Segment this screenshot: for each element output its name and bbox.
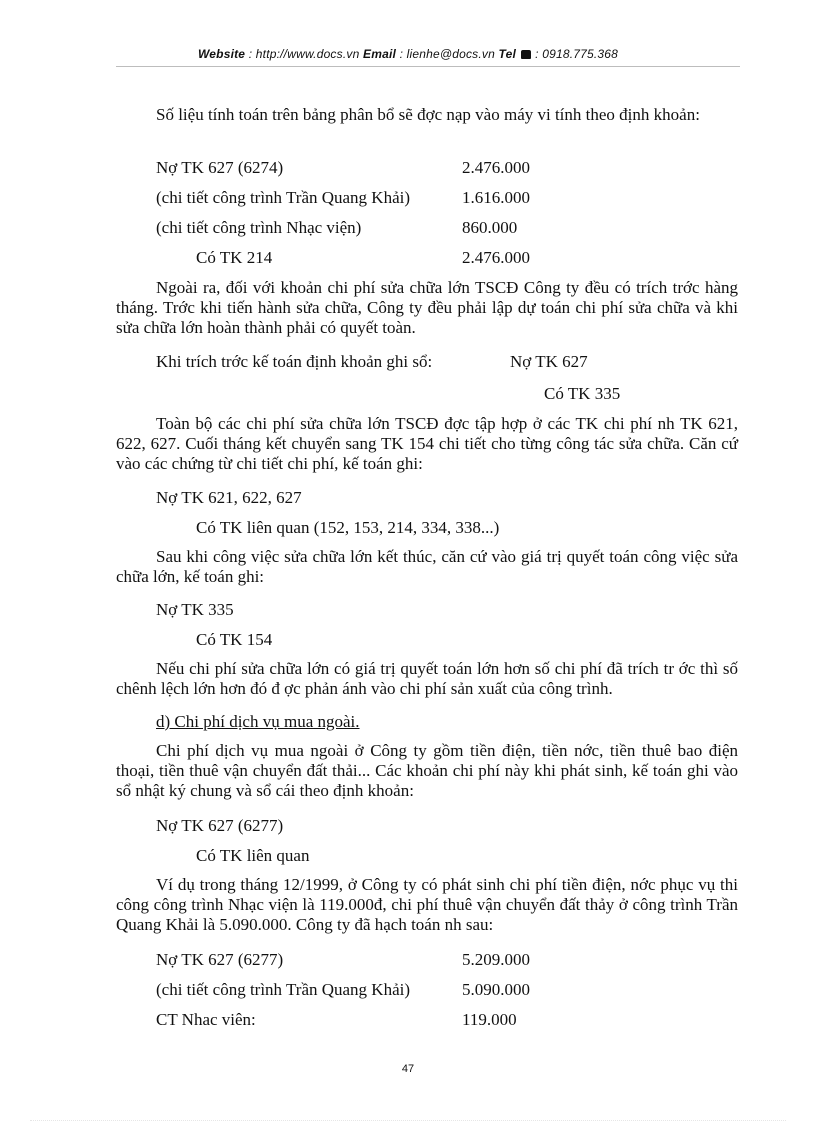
paragraph-7: Chi phí dịch vụ mua ngoài ở Công ty gồm tiền điện, tiền nớc, tiền thuê bao điện thoại, tiền thuê vận chuyển đất thải... Các khoản chi phí này khi phát sinh, kế toán ghi vào sổ nhật ký chung và sổ cái theo định khoản: <box>116 741 738 800</box>
tel-label: Tel <box>498 47 517 61</box>
entry1-detail-1-label: (chi tiết công trình Trần Quang Khải) <box>156 188 411 207</box>
page-header <box>0 47 816 61</box>
page-number: 47 <box>401 1063 415 1075</box>
email-value: : lienhe@docs.vn <box>399 47 495 61</box>
paragraph-3-credit: Có TK 335 <box>544 384 621 403</box>
entry5-debit-label: Nợ TK 627 (6277) <box>156 950 284 969</box>
entry1-credit-label: Có TK 214 <box>196 248 273 267</box>
website-value: : http://www.docs.vn <box>248 47 360 61</box>
website-label: Website <box>197 47 246 61</box>
entry1-credit-amount: 2.476.000 <box>462 248 530 267</box>
entry3-credit: Có TK 154 <box>196 630 273 649</box>
phone-icon <box>521 50 531 59</box>
section-heading-d: d) Chi phí dịch vụ mua ngoài. <box>156 712 360 731</box>
entry4-debit: Nợ TK 627 (6277) <box>156 816 284 835</box>
paragraph-5: Sau khi công việc sửa chữa lớn kết thúc, căn cứ vào giá trị quyết toán công việc sửa chữa lớn, kế toán ghi: <box>116 547 738 586</box>
paragraph-3-debit: Nợ TK 627 <box>510 352 588 371</box>
entry1-debit-amount: 2.476.000 <box>462 158 530 177</box>
entry1-detail-1-amount: 1.616.000 <box>462 188 530 207</box>
entry5-detail-2-amount: 119.000 <box>462 1010 517 1029</box>
entry5-debit-amount: 5.209.000 <box>462 950 530 969</box>
entry4-credit: Có TK liên quan <box>196 846 310 865</box>
entry1-detail-2-label: (chi tiết công trình Nhạc viện) <box>156 218 362 237</box>
entry5-detail-1-label: (chi tiết công trình Trần Quang Khải) <box>156 980 411 999</box>
paragraph-2: Ngoài ra, đối với khoản chi phí sửa chữa lớn TSCĐ Công ty đều có trích trớc hàng tháng. Trớc khi tiến hành sửa chữa, Công ty đều phải lập dự toán chi phí sửa chữa và khi sửa chữa lớn hoàn thành phải có quyết toàn. <box>116 278 738 337</box>
entry1-debit-label: Nợ TK 627 (6274) <box>156 158 284 177</box>
entry2-credit: Có TK liên quan (152, 153, 214, 334, 338...) <box>196 518 500 537</box>
footer-divider <box>30 1120 786 1121</box>
entry3-debit: Nợ TK 335 <box>156 600 234 619</box>
paragraph-4: Toàn bộ các chi phí sửa chữa lớn TSCĐ đợc tập hợp ở các TK chi phí nh TK 621, 622, 627. Cuối tháng kết chuyển sang TK 154 chi tiết cho từng công tác sửa chữa. Căn cứ vào các chứng từ chi tiết chi phí, kế toán ghi: <box>116 414 738 473</box>
email-label: Email <box>363 47 397 61</box>
header-divider <box>116 66 740 67</box>
entry1-detail-2-amount: 860.000 <box>462 218 518 237</box>
paragraph-8: Ví dụ trong tháng 12/1999, ở Công ty có phát sinh chi phí tiền điện, nớc phục vụ thi công công trình Nhạc viện là 119.000đ, chi phí thuê vận chuyển đất thảy ở công trình Trần Quang Khải là 5.090.000. Công ty đã hạch toán nh sau: <box>116 875 738 934</box>
paragraph-6: Nếu chi phí sửa chữa lớn có giá trị quyết toán lớn hơn số chi phí đã trích tr ớc thì số chênh lệch lớn hơn đó đ ợc phản ánh vào chi phí sản xuất của công trình. <box>116 659 738 698</box>
paragraph-3-text: Khi trích trớc kế toán định khoản ghi sổ: <box>156 352 433 371</box>
entry5-detail-1-amount: 5.090.000 <box>462 980 530 999</box>
entry2-debit: Nợ TK 621, 622, 627 <box>156 488 302 507</box>
entry5-detail-2-label: CT Nhac viên: <box>156 1010 256 1029</box>
tel-value: : 0918.775.368 <box>535 47 619 61</box>
paragraph-1: Số liệu tính toán trên bảng phân bổ sẽ đợc nạp vào máy vi tính theo định khoản: <box>156 105 700 124</box>
